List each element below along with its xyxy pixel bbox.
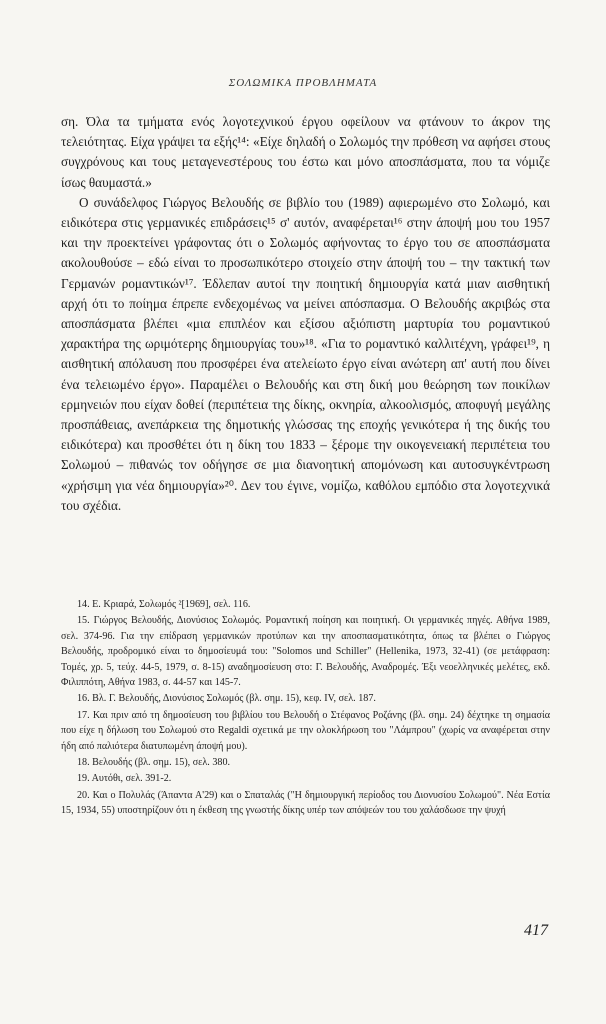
page-number: 417 [524, 922, 548, 939]
paragraph-continuation: ση. Όλα τα τμήματα ενός λογοτεχνικού έργου οφείλουν να φτάνουν το άκρον της τελειότητας. Είχα γράψει τα εξής¹⁴: «Είχε δηλαδή ο Σολωμός την πρόθεση να αφήσει στους συγχρόνους και τους μεταγενεστέρους του έστω και μόνο αποσπάσματα, που τα νόμιζε ίσως θαυμαστά.» [61, 114, 550, 190]
footnote-16: 16. Βλ. Γ. Βελουδής, Διονύσιος Σολωμός (βλ. σημ. 15), κεφ. IV, σελ. 187. [77, 693, 376, 705]
footnote-17: 17. Και πριν από τη δημοσίευση του βιβλίου του Βελουδή ο Στέφανος Ροζάνης (βλ. σημ. 24) δέχτηκε τη σημασία που είχε η δήλωση του Σολωμού στο Regaldi σχετικά με την ολοκλήρωση του "Λάμπρου" (χωρίς να αναφέρεται στην ήδη από παλιότερα διατυπωμένη άποψή μου). [61, 709, 550, 752]
main-text [61, 112, 550, 516]
running-head: ΣΟΛΩΜΙΚΑ ΠΡΟΒΛΗΜΑΤΑ [228, 77, 378, 89]
footnote-15: 15. Γιώργος Βελουδής, Διονύσιος Σολωμός. Ρομαντική ποίηση και ποιητική. Οι γερμανικές πηγές. Αθήνα 1989, σελ. 374-96. Για την επίδραση γερμανικών προτύπων και την αποσπασματικότητα, όπως τα βλέπει ο Γιώργος Βελουδής, προδρομικό είναι το δημοσίευμά του: "Solomos und Schiller" (Hellenika, 1973, 32-41) (σε μετάφραση: Τομές, χρ. 5, τεύχ. 44-5, 1979, σ. 8-15) αναδημοσίευση στο: Γ. Βελουδής, Αναδρομές. Έξι νεοελληνικές μελέτες, εκδ. Φιλιππότη, Αθήνα 1983, σ. 44-57 και 145-7. [61, 615, 550, 689]
footnote-14: 14. Ε. Κριαρά, Σολωμός ²[1969], σελ. 116. [77, 599, 251, 610]
footnote-20: 20. Και ο Πολυλάς (Άπαντα Α'29) και ο Σπαταλάς ("Η δημιουργική περίοδος του Διονυσίου Σολωμού". Νέα Εστία 15, 1934, 55) υποστηρίζουν ότι η έκθεση της γνωστής δίκης υπέρ των απόψεών του του χαλάσδωσε την ψυχή [61, 789, 550, 817]
paragraph-veloudis: Ο συνάδελφος Γιώργος Βελουδής σε βιβλίο του (1989) αφιερωμένο στο Σολωμό, και ειδικότερα στις γερμανικές επιδράσεις¹⁵ σ' αυτόν, αναφέρεται¹⁶ στην άποψή μου του 1957 και την προεκτείνει γράφοντας ότι ο Σολωμός αφήνοντας το έργο του σε αποσπάσματα ακολουθούσε – εδώ είναι το προσωπικότερο στοιχείο στην άποψή του – την τακτική των Γερμανών ρομαντικών¹⁷. Έδλεπαν αυτοί την ποιητική δημιουργία κατά μιαν αισθητική αρχή ότι το ποίημα έπρεπε ενδεχομένως να μείνει απόσπασμα. Ο Βελουδής ακριβώς στα αποσπάσματα βλέπει «μια επιπλέον και εξίσου αξιόπιστη μαρτυρία του ρομαντικού χαρακτήρα της ωριμότερης δημιουργίας του»¹⁸. «Για το ρομαντικό καλλιτέχνη, γράφει¹⁹, η αισθητική απόλαυση που προσφέρει ένα ατελείωτο έργο είναι ανώτερη απ' αυτή που δίνει ένα τελειωμένο έργο». Παραμέλει ο Βελουδής και στη δική μου θεώρηση των ποικίλων ερμηνειών που είχαν δοθεί (περιπέτεια της δίκης, οκνηρία, αλκοολισμός, αποφυγή μεγάλης προσπάθειας, ανεπάρκεια της δημοτικής γλώσσας της εποχής γενικότερα ή της δικής του ειδικότερα) και προσθέτει ότι η δίκη του 1833 – ξέρομε την οικογενειακή περιπέτεια του Σολωμού – πιθανώς τον οδήγησε σε μια διανοητική απομόνωση και αυτοσυγκέντρωση «χρήσιμη για νέα δημιουργία»²⁰. Δεν του έγινε, νομίζω, καθόλου εμπόδιο στα λογοτεχνικά του σχέδια. [61, 194, 550, 513]
footnotes [61, 597, 550, 820]
footnote-18: 18. Βελουδής (βλ. σημ. 15), σελ. 380. [77, 757, 231, 769]
footnote-19: 19. Αυτόθι, σελ. 391-2. [77, 773, 172, 785]
